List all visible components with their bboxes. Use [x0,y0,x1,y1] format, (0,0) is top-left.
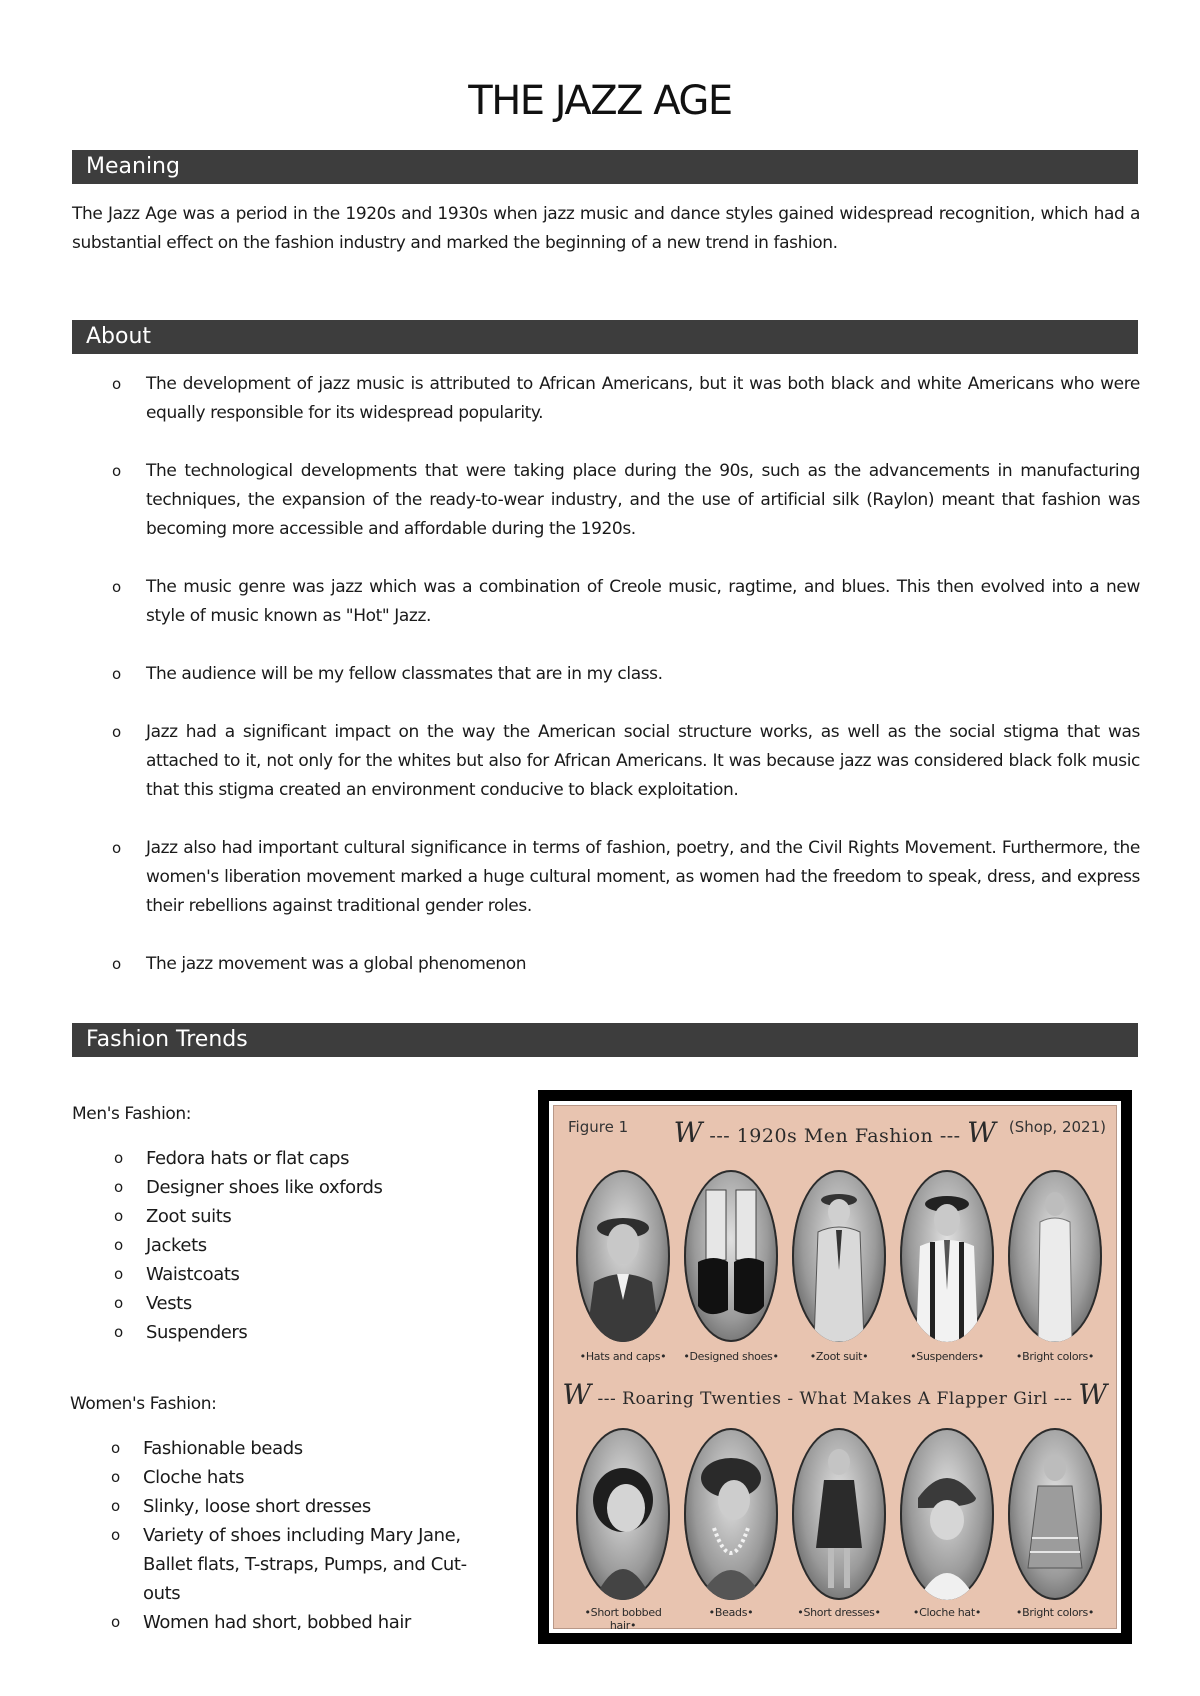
bullet-icon: o [114,1236,123,1254]
w-glyph: W [673,1116,703,1149]
bullet-icon: o [111,1497,120,1515]
section-header-fashion-trends: Fashion Trends [72,1023,1138,1057]
bullet-icon: o [114,1149,123,1167]
bullet-icon: o [114,1207,123,1225]
bullet-icon: o [112,723,121,741]
list-item-text: Fedora hats or flat caps [146,1148,350,1169]
womens-fashion-list [111,1434,483,1637]
about-item-text: The development of jazz music is attributed to African Americans, but it was both black and white Americans who were equally responsible for its widespread popularity. [146,374,1140,423]
caption-zoot-suit: •Zoot suit• [809,1350,869,1363]
zoot-suit-illustration [792,1170,886,1342]
bullet-icon: o [114,1265,123,1283]
oxford-shoes-illustration [684,1170,778,1342]
about-item-text: The audience will be my fellow classmates that are in my class. [146,664,663,684]
photo-zoot-suit [792,1170,886,1342]
bullet-icon: o [112,665,121,683]
about-item [72,718,1140,805]
list-item [114,1318,506,1347]
about-item-text: The technological developments that were taking place during the 90s, such as the advancements in manufacturing techniques, the expansion of the ready-to-wear industry, and the use of artificial silk (Raylon) meant that fashion was becoming more accessible and affordable during the 1920s. [146,461,1140,539]
caption-short-bobbed-hair: •Short bobbed hair• [584,1606,662,1632]
list-item-text: Zoot suits [146,1206,232,1227]
photo-designed-shoes [684,1170,778,1342]
about-item [72,950,1140,979]
section-header-meaning: Meaning [72,150,1138,184]
figure-citation: (Shop, 2021) [1008,1118,1106,1136]
bullet-icon: o [111,1468,120,1486]
w-glyph: W [562,1378,592,1411]
photo-short-bobbed-hair [576,1428,670,1600]
row1-title-text: --- 1920s Men Fashion --- [709,1125,961,1147]
cloche-hat-illustration [900,1428,994,1600]
caption-cloche-hat: •Cloche hat• [912,1606,982,1619]
bullet-icon: o [114,1178,123,1196]
list-item-text: Slinky, loose short dresses [143,1496,371,1517]
list-item-text: Jackets [146,1235,207,1256]
mens-fashion-list [114,1144,506,1347]
about-item [72,457,1140,544]
list-item [111,1463,483,1492]
about-item [72,370,1140,428]
w-glyph: W [967,1116,997,1149]
photo-hats-and-caps [576,1170,670,1342]
about-item [72,660,1140,689]
row2-title [554,1378,1116,1411]
list-item [114,1231,506,1260]
about-item [72,573,1140,631]
list-item [111,1492,483,1521]
photo-short-dresses [792,1428,886,1600]
bullet-icon: o [114,1294,123,1312]
caption-suspenders: •Suspenders• [910,1350,984,1363]
suspenders-illustration [900,1170,994,1342]
short-dress-illustration [792,1428,886,1600]
about-item-text: Jazz also had important cultural significance in terms of fashion, poetry, and the Civil Rights Movement. Furthermore, the women's liberation movement marked a huge cultural moment, as women had the freedom to speak, dress, and express their rebellions against traditional gender roles. [146,838,1140,916]
list-item-text: Designer shoes like oxfords [146,1177,383,1198]
row1-title [554,1116,1116,1149]
beads-illustration [684,1428,778,1600]
caption-designed-shoes: •Designed shoes• [683,1350,779,1363]
list-item [114,1144,506,1173]
list-item-text: Vests [146,1293,192,1314]
light-suit-illustration [1008,1170,1102,1342]
caption-bright-colors-men: •Bright colors• [1015,1350,1095,1363]
figure-label: Figure 1 [568,1118,629,1136]
bullet-icon: o [112,375,121,393]
list-item-text: Women had short, bobbed hair [143,1612,411,1633]
list-item [114,1289,506,1318]
about-item-text: Jazz had a significant impact on the way the American social structure works, as well as the social stigma that was attached to it, not only for the whites but also for African Americans. It was because jazz was considered black folk music that this stigma created an environment conducive to black exploitation. [146,722,1140,800]
bullet-icon: o [112,955,121,973]
bullet-icon: o [112,578,121,596]
bullet-icon: o [111,1613,120,1631]
about-list [72,370,1140,1008]
man-cap-illustration [576,1170,670,1342]
bullet-icon: o [112,839,121,857]
w-glyph: W [1078,1378,1108,1411]
caption-beads: •Beads• [708,1606,754,1619]
bullet-icon: o [111,1526,120,1544]
photo-suspenders [900,1170,994,1342]
bullet-icon: o [112,462,121,480]
row2-title-text: --- Roaring Twenties - What Makes A Flapper Girl --- [597,1389,1073,1409]
list-item [114,1260,506,1289]
womens-fashion-heading: Women's Fashion: [70,1394,217,1414]
figure-matte [549,1101,1121,1633]
photo-bright-colors-women [1008,1428,1102,1600]
about-item-text: The music genre was jazz which was a combination of Creole music, ragtime, and blues. This then evolved into a new style of music known as "Hot" Jazz. [146,577,1140,626]
list-item-text: Waistcoats [146,1264,240,1285]
flapper-dress-illustration [1008,1428,1102,1600]
list-item [114,1173,506,1202]
bullet-icon: o [114,1323,123,1341]
mens-fashion-heading: Men's Fashion: [72,1104,192,1124]
section-header-about: About [72,320,1138,354]
list-item [114,1202,506,1231]
bullet-icon: o [111,1439,120,1457]
list-item-text: Fashionable beads [143,1438,303,1459]
page-title: THE JAZZ AGE [468,78,732,124]
bobbed-hair-illustration [576,1428,670,1600]
figure-1 [538,1090,1132,1644]
list-item [111,1434,483,1463]
meaning-paragraph: The Jazz Age was a period in the 1920s and 1930s when jazz music and dance styles gained widespread recognition, which had a substantial effect on the fashion industry and marked the beginning of a new trend in fashion. [72,204,1140,253]
photo-bright-colors-men [1008,1170,1102,1342]
list-item-text: Suspenders [146,1322,248,1343]
caption-hats-and-caps: •Hats and caps• [579,1350,667,1363]
caption-bright-colors-women: •Bright colors• [1015,1606,1095,1619]
list-item [111,1521,483,1608]
about-item-text: The jazz movement was a global phenomenon [146,954,527,974]
list-item-text: Cloche hats [143,1467,245,1488]
caption-short-dresses: •Short dresses• [797,1606,881,1619]
about-item [72,834,1140,921]
figure-canvas [553,1105,1117,1632]
photo-cloche-hat [900,1428,994,1600]
list-item-text: Variety of shoes including Mary Jane, Ballet flats, T-straps, Pumps, and Cut-outs [143,1525,467,1604]
photo-beads [684,1428,778,1600]
list-item [111,1608,483,1637]
